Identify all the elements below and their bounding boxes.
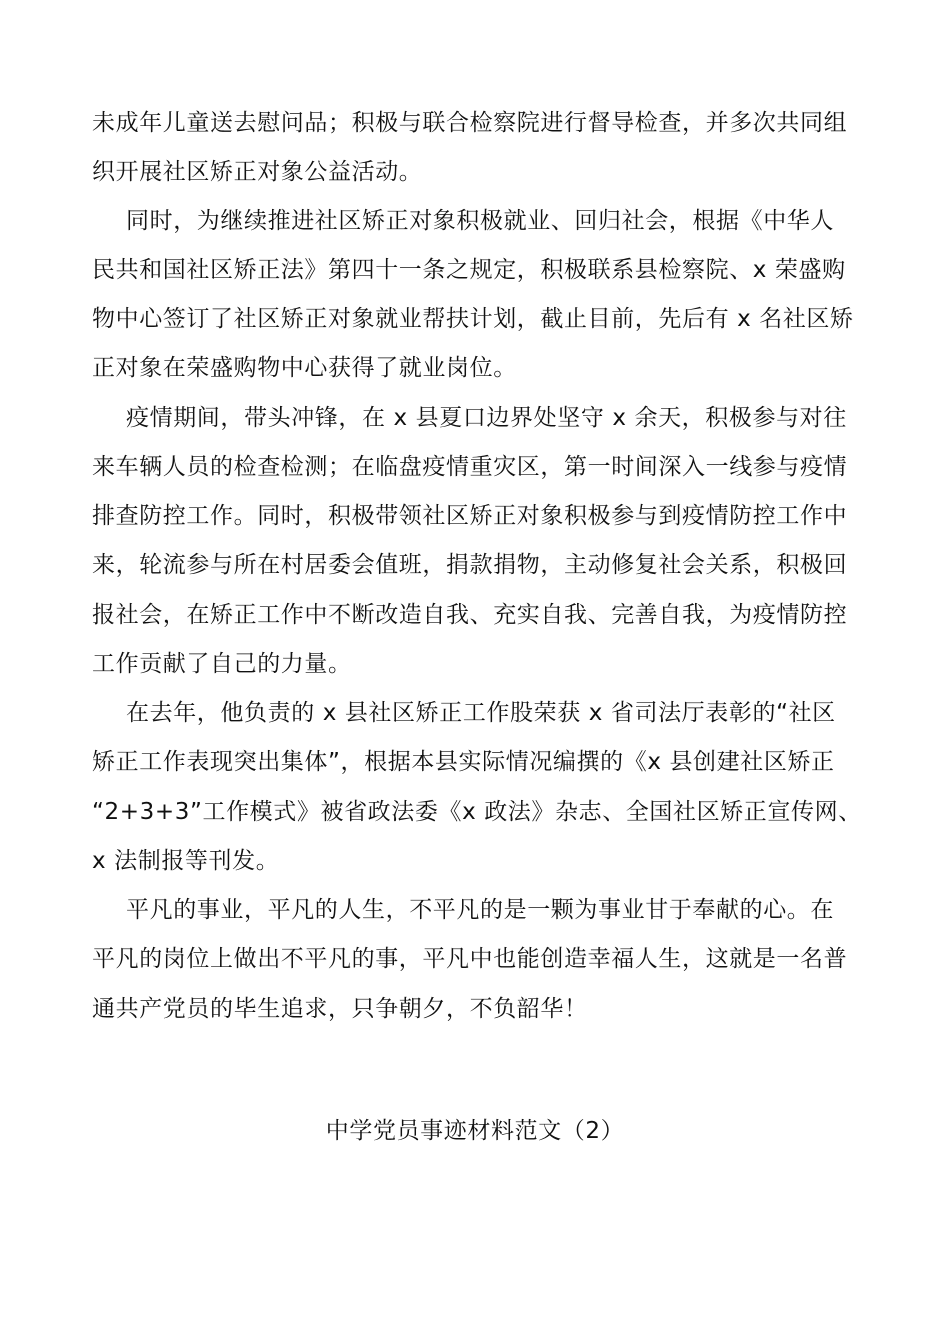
paragraph-line: 报社会，在矫正工作中不断改造自我、充实自我、完善自我，为疫情防控 — [92, 602, 848, 628]
paragraph-line: 正对象在荣盛购物中心获得了就业岗位。 — [92, 355, 517, 381]
paragraph-line: 织开展社区矫正对象公益活动。 — [92, 159, 423, 185]
paragraph-line: 通共产党员的毕生追求，只争朝夕，不负韶华！ — [92, 996, 588, 1022]
paragraph-line: 矫正工作表现突出集体”，根据本县实际情况编撰的《x 县创建社区矫正 — [92, 749, 835, 775]
paragraph-line: 未成年儿童送去慰问品；积极与联合检察院进行督导检查，并多次共同组 — [92, 110, 848, 136]
paragraph-line: 工作贡献了自己的力量。 — [92, 651, 352, 677]
paragraph-line: 平凡的事业，平凡的人生，不平凡的是一颗为事业甘于奉献的心。在 — [126, 897, 834, 923]
paragraph-line: 在去年，他负责的 x 县社区矫正工作股荣获 x 省司法厅表彰的“社区 — [126, 700, 836, 726]
paragraph-line: 同时，为继续推进社区矫正对象积极就业、回归社会，根据《中华人 — [126, 208, 834, 234]
paragraph-line: 排查防控工作。同时，积极带领社区矫正对象积极参与到疫情防控工作中 — [92, 503, 848, 529]
paragraph-line: x 法制报等刊发。 — [92, 848, 280, 874]
paragraph-line: “2+3+3”工作模式》被省政法委《x 政法》杂志、全国社区矫正宣传网、 — [92, 799, 862, 825]
paragraph-line: 来，轮流参与所在村居委会值班，捐款捐物，主动修复社会关系，积极回 — [92, 552, 848, 578]
paragraph-line: 平凡的岗位上做出不平凡的事，平凡中也能创造幸福人生，这就是一名普 — [92, 946, 848, 972]
paragraph-line: 疫情期间，带头冲锋，在 x 县夏口边界处坚守 x 余天，积极参与对往 — [126, 405, 847, 431]
section-title: 中学党员事迹材料范文（2） — [325, 1118, 625, 1144]
paragraph-line: 来车辆人员的检查检测；在临盘疫情重灾区，第一时间深入一线参与疫情 — [92, 454, 848, 480]
paragraph-line: 民共和国社区矫正法》第四十一条之规定，积极联系县检察院、x 荣盛购 — [92, 257, 846, 283]
paragraph-line: 物中心签订了社区矫正对象就业帮扶计划，截止目前，先后有 x 名社区矫 — [92, 306, 854, 332]
